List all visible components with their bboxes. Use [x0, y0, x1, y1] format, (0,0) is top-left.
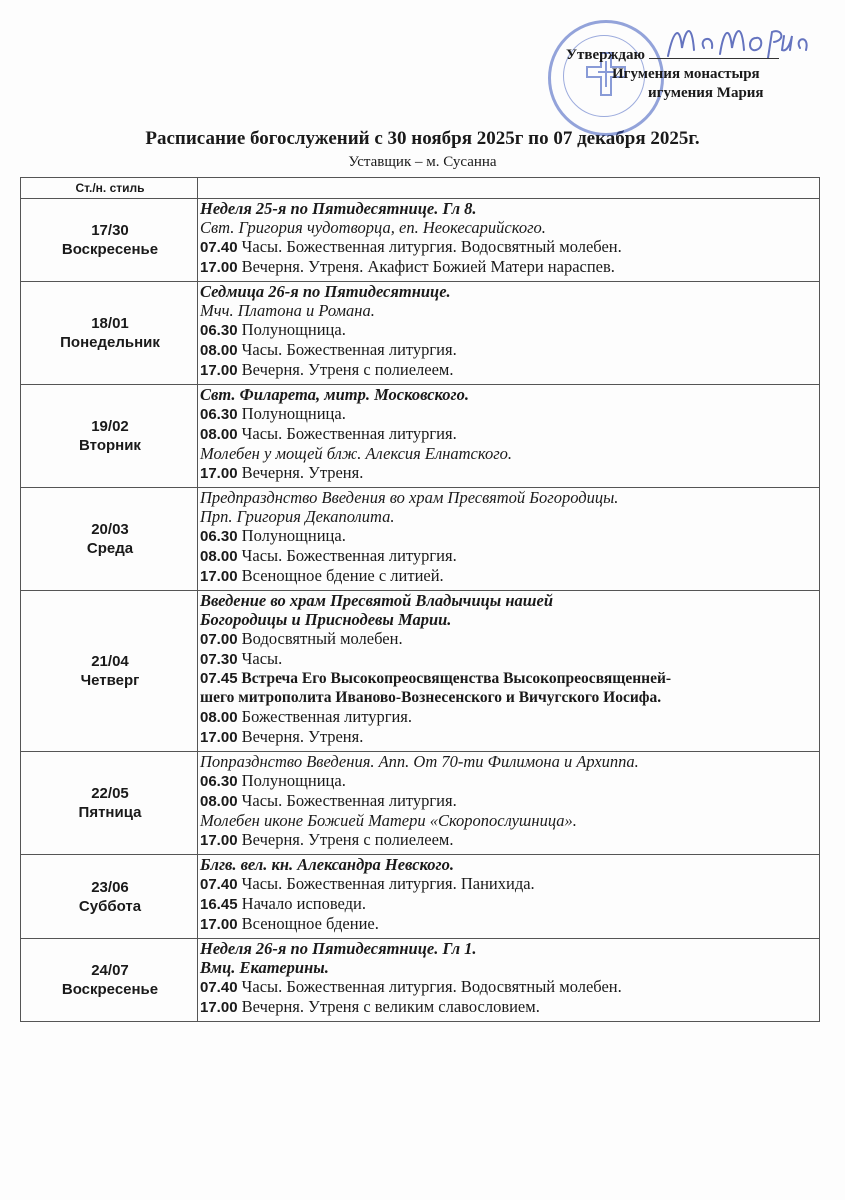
service-time: 08.00	[200, 426, 238, 443]
service-time: 08.00	[200, 548, 238, 565]
weekday: Пятница	[78, 804, 142, 821]
weekday: Среда	[86, 540, 134, 557]
service-line	[200, 727, 819, 747]
service-text: Часы. Божественная литургия. Водосвятный молебен.	[241, 237, 622, 256]
service-line	[200, 830, 819, 850]
services-cell	[198, 752, 820, 855]
page-subtitle: Уставщик – м. Сусанна	[348, 154, 497, 170]
service-text: Часы. Божественная литургия.	[241, 424, 457, 443]
table-row	[21, 591, 820, 752]
service-line	[200, 526, 819, 546]
weekday: Четверг	[80, 672, 140, 689]
service-time: 06.30	[200, 322, 238, 339]
service-line	[200, 771, 819, 791]
approval-name: игумения Мария	[648, 85, 764, 101]
service-text: Мчч. Платона и Романа.	[200, 301, 375, 320]
service-line	[200, 218, 819, 237]
service-line	[200, 752, 819, 771]
service-line	[200, 566, 819, 586]
service-time: 07.00	[200, 631, 238, 648]
service-text: Свт. Филарета, митр. Московского.	[200, 385, 470, 404]
service-line	[200, 199, 819, 218]
service-text: Вечерня. Утреня.	[241, 727, 364, 746]
service-text: Полунощница.	[241, 526, 346, 545]
service-text: Молебен иконе Божией Матери «Скоропослушница».	[200, 811, 577, 830]
service-text: Предпразднство Введения во храм Пресвятой Богородицы.	[200, 488, 619, 507]
service-text: Введение во храм Пресвятой Владычицы нашей	[200, 591, 554, 610]
service-line	[200, 237, 819, 257]
day-cell	[21, 752, 198, 855]
service-text: Молебен у мощей блж. Алексия Елнатского.	[200, 444, 513, 463]
service-text: Часы. Божественная литургия. Панихида.	[241, 874, 535, 893]
weekday: Понедельник	[60, 334, 160, 351]
service-time: 17.00	[200, 465, 238, 482]
service-line	[200, 546, 819, 566]
date: 18/01	[91, 315, 129, 332]
service-time: 17.00	[200, 729, 238, 746]
service-line	[200, 791, 819, 811]
service-time: 07.45	[200, 670, 238, 687]
service-text: Начало исповеди.	[241, 894, 367, 913]
service-line	[200, 649, 819, 669]
approval-block	[566, 46, 779, 103]
service-time: 17.00	[200, 568, 238, 585]
service-time: 17.00	[200, 832, 238, 849]
service-text: Седмица 26-я по Пятидесятнице.	[200, 282, 451, 301]
date: 23/06	[91, 878, 129, 896]
services-cell	[198, 939, 820, 1022]
header-services-column	[198, 178, 820, 199]
services-cell	[198, 591, 820, 752]
service-line	[200, 688, 819, 707]
service-time: 17.00	[200, 362, 238, 379]
service-text: Божественная литургия.	[241, 707, 413, 726]
service-text: Часы. Божественная литургия. Водосвятный молебен.	[241, 977, 622, 996]
service-line	[200, 874, 819, 894]
day-cell	[21, 591, 198, 752]
service-line	[200, 610, 819, 629]
service-line	[200, 507, 819, 526]
service-line	[200, 939, 819, 958]
service-line	[200, 958, 819, 977]
service-text: Вечерня. Утреня с полиелеем.	[241, 830, 454, 849]
service-line	[200, 488, 819, 507]
service-text: Всенощное бдение с литией.	[241, 566, 444, 585]
service-line	[200, 340, 819, 360]
service-time: 17.00	[200, 999, 238, 1016]
service-text: Полунощница.	[241, 320, 346, 339]
service-text: Всенощное бдение.	[241, 914, 379, 933]
service-text: Полунощница.	[241, 404, 346, 423]
service-time: 08.00	[200, 793, 238, 810]
service-text: шего митрополита Иваново-Вознесенского и Вичугского Иосифа.	[200, 689, 662, 706]
service-text: Неделя 26-я по Пятидесятнице. Гл 1.	[200, 939, 477, 958]
service-line	[200, 424, 819, 444]
signature-line	[649, 58, 779, 59]
table-row	[21, 855, 820, 939]
date: 24/07	[91, 962, 129, 979]
service-line	[200, 977, 819, 997]
service-line	[200, 707, 819, 727]
service-line	[200, 914, 819, 934]
service-line	[200, 282, 819, 301]
weekday: Суббота	[78, 897, 142, 915]
services-cell	[198, 855, 820, 939]
day-cell	[21, 855, 198, 939]
service-line	[200, 360, 819, 380]
approval-label: Утверждаю	[566, 47, 645, 63]
service-line	[200, 669, 819, 688]
service-line	[200, 320, 819, 340]
service-time: 17.00	[200, 259, 238, 276]
service-text: Вечерня. Утреня с полиелеем.	[241, 360, 454, 379]
table-header	[21, 178, 820, 199]
service-time: 06.30	[200, 406, 238, 423]
service-time: 08.00	[200, 342, 238, 359]
service-text: Попразднство Введения. Апп. От 70-ти Филимона и Архиппа.	[200, 752, 639, 771]
date: 22/05	[91, 785, 129, 802]
service-line	[200, 997, 819, 1017]
service-text: Водосвятный молебен.	[241, 629, 403, 648]
service-line	[200, 385, 819, 404]
service-line	[200, 591, 819, 610]
table-row	[21, 385, 820, 488]
service-line	[200, 855, 819, 874]
table-row	[21, 939, 820, 1022]
table-row	[21, 199, 820, 282]
services-cell	[198, 385, 820, 488]
day-cell	[21, 385, 198, 488]
service-text: Часы. Божественная литургия.	[241, 340, 457, 359]
service-line	[200, 404, 819, 424]
service-text: Вечерня. Утреня.	[241, 463, 364, 482]
service-time: 07.40	[200, 876, 238, 893]
table-row	[21, 282, 820, 385]
date: 17/30	[91, 222, 129, 239]
services-cell	[198, 199, 820, 282]
service-line	[200, 811, 819, 830]
service-time: 07.30	[200, 651, 238, 668]
date: 19/02	[91, 418, 129, 435]
service-text: Часы.	[241, 649, 283, 668]
service-text: Встреча Его Высокопреосвященства Высокопреосвященней-	[241, 670, 672, 687]
service-line	[200, 444, 819, 463]
service-line	[200, 629, 819, 649]
day-cell	[21, 939, 198, 1022]
service-text: Часы. Божественная литургия.	[241, 546, 457, 565]
service-text: Богородицы и Приснодевы Марии.	[200, 610, 452, 629]
service-text: Вмц. Екатерины.	[200, 958, 329, 977]
table-row	[21, 752, 820, 855]
day-cell	[21, 282, 198, 385]
date: 20/03	[91, 521, 129, 538]
table-row	[21, 488, 820, 591]
service-text: Неделя 25-я по Пятидесятнице. Гл 8.	[200, 199, 477, 218]
date: 21/04	[91, 653, 129, 670]
service-time: 06.30	[200, 773, 238, 790]
service-line	[200, 463, 819, 483]
service-time: 07.40	[200, 239, 238, 256]
weekday: Воскресенье	[61, 981, 159, 998]
page-title: Расписание богослужений с 30 ноября 2025г по 07 декабря 2025г.	[145, 128, 700, 149]
weekday: Вторник	[79, 437, 141, 454]
service-time: 06.30	[200, 528, 238, 545]
service-line	[200, 894, 819, 914]
service-text: Блгв. вел. кн. Александра Невского.	[200, 855, 454, 874]
service-text: Вечерня. Утреня. Акафист Божией Матери нараспев.	[241, 257, 615, 276]
service-text: Полунощница.	[241, 771, 346, 790]
day-cell	[21, 199, 198, 282]
service-time: 08.00	[200, 709, 238, 726]
services-cell	[198, 488, 820, 591]
schedule-table	[20, 177, 820, 1022]
service-text: Часы. Божественная литургия.	[241, 791, 457, 810]
header-style-column: Ст./н. стиль	[21, 178, 198, 199]
service-line	[200, 301, 819, 320]
day-cell	[21, 488, 198, 591]
service-time: 16.45	[200, 896, 238, 913]
service-time: 07.40	[200, 979, 238, 996]
service-text: Свт. Григория чудотворца, еп. Неокесарийского.	[200, 218, 546, 237]
service-text: Прп. Григория Декаполита.	[200, 507, 395, 526]
weekday: Воскресенье	[61, 241, 159, 258]
services-cell	[198, 282, 820, 385]
service-text: Вечерня. Утреня с великим славословием.	[241, 997, 540, 1016]
approval-position: Игумения монастыря	[612, 66, 760, 82]
service-time: 17.00	[200, 916, 238, 933]
service-line	[200, 257, 819, 277]
